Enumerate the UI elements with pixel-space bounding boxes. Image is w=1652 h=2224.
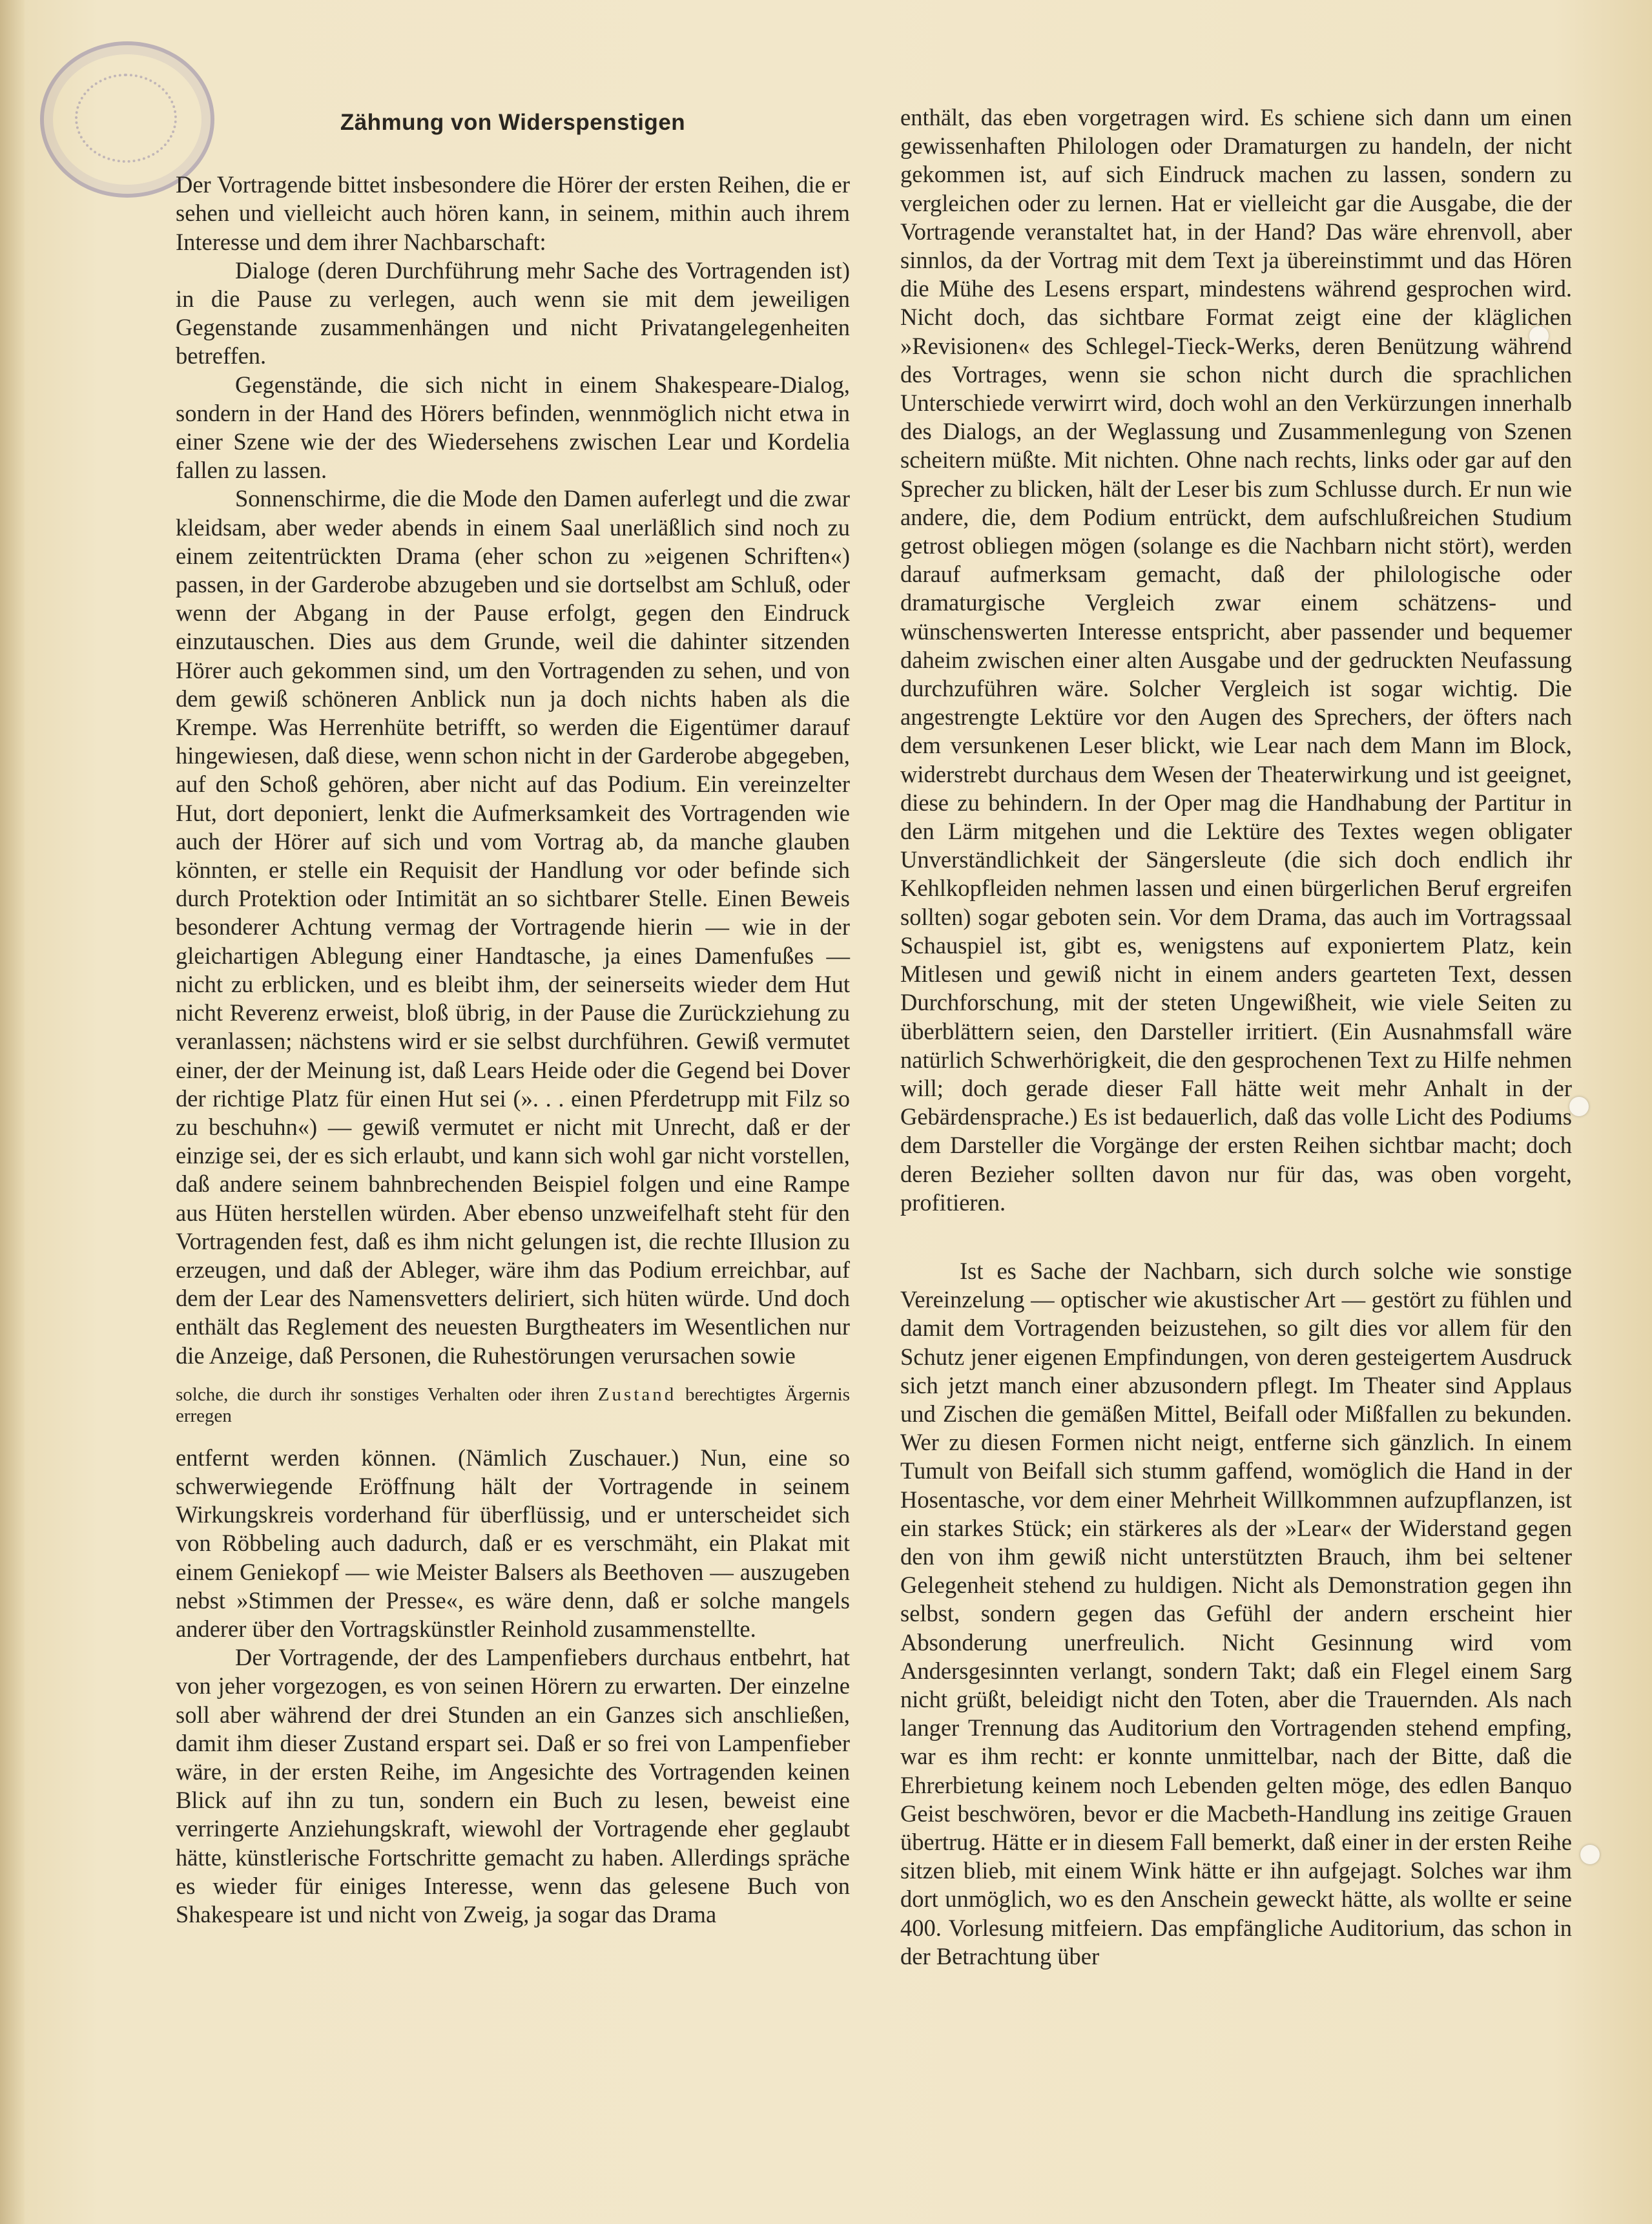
paragraph: Sonnenschirme, die die Mode den Damen auferlegt und die zwar kleidsam, aber weder abends in einem Saal unerläßlich sind noch zu einem zeitentrückten Drama (eher schon zu »eigenen Schriften«) passen, in der Garderobe abzugeben und sie dortselbst am Schluß, oder wenn der Abgang in der Pause erfolgt, gegen den Eindruck einzutauschen. Dies aus dem Grunde, weil die dahinter sitzenden Hörer auch gekommen sind, um den Vortragenden zu sehen, und von dem gewiß schöneren Anblick nun ja doch nichts haben als die Krempe. Was Herrenhüte betrifft, so werden die Eigentümer darauf hingewiesen, daß diese, wenn schon nicht in der Garderobe abgegeben, auf den Schoß gehören, aber nicht auf das Podium. Ein vereinzelter Hut, dort deponiert, lenkt die Aufmerksamkeit des Vortragenden wie auch der Hörer auf sich und vom Vortrag ab, da manche glauben könnten, er stelle ein Requisit der Handlung vor oder befinde sich durch Protektion oder Intimität an so sichtbarer Stelle. Einen Beweis besonderer Achtung vermag der Vortragende hierin — wie in der gleichartigen Ablegung einer Handtasche, ja eines Damenfußes — nicht zu erblicken, und es bleibt ihm, der seinerseits wieder dem Hut nicht Reverenz erweist, bloß übrig, in der Pause die Zurückziehung zu veranlassen; nächstens wird er sie selbst durchführen. Gewiß vermutet einer, der der Meinung ist, daß Lears Heide oder die Gegend bei Dover der richtige Platz für einen Hut sei (». . . einen Pferdetrupp mit Filz so zu beschuhn«) — gewiß vermutet er nicht mit Unrecht, daß er der einzige sei, der es sich erlaubt, und kann sich wohl gar nicht vorstellen, daß andere seinem bahnbrechenden Beispiel folgen und eine Rampe aus Hüten herstellen würden. Aber ebenso unzweifelhaft steht für den Vortragenden fest, daß es ihm nicht gelungen ist, die rechte Illusion zu erzeugen, und daß der Ableger, wäre ihm das Podium erreichbar, auf dem der Lear des Namensvetters deliriert, sich hüten würde. Und doch enthält das Reglement des neuesten Burgtheaters im Wesentlichen nur die Anzeige, daß Personen, die Ruhestörungen verursachen sowie — [176, 485, 850, 1369]
paragraph: Der Vortragende, der des Lampenfiebers durchaus entbehrt, hat von jeher vorgezogen, es von seinen Hörern zu erwarten. Der einzelne soll aber während der drei Stunden an ein Ganzes sich anschließen, damit ihm dieser Zustand erspart sei. Daß er so frei von Lampenfieber wäre, in der ersten Reihe, im Angesichte des Vortragenden keinen Blick auf ihn zu tun, sondern ein Buch zu lesen, beweist eine verringerte Anziehungskraft, wiewohl der Vortragende eher geglaubt hätte, künstlerische Fortschritte gemacht zu haben. Allerdings spräche es wieder für einiges Interesse, wenn das gelesene Buch von Shakespeare ist und nicht von Zweig, ja sogar das Drama — [176, 1644, 850, 1928]
paragraph: Dialoge (deren Durchführung mehr Sache des Vortragenden ist) in die Pause zu verlegen, auch wenn sie mit dem jeweiligen Gegenstande zusammenhängen und nicht Privatangelegenheiten betreffen. — [176, 256, 850, 369]
paragraph: Ist es Sache der Nachbarn, sich durch solche wie sonstige Vereinzelung — optischer wie akustischer Art — gestört zu fühlen und damit dem Vortragenden beizustehen, so gilt dies vor allem für den Schutz jener eigenen Empfindungen, von deren gesteigertem Ausdruck sich jetzt manch einer abzusondern pflegt. Im Theater sind Applaus und Zischen die gemäßen Mittel, Beifall oder Mißfallen zu bekunden. Wer zu diesen Formen nicht neigt, entferne sich gänzlich. In einem Tumult von Beifall sich stumm gaffend, womöglich die Hand in der Hosentasche, vor dem einer Mehrheit Willkommnen aufzupflanzen, ist ein starkes Stück; ein stärkeres als der »Lear« der Widerstand gegen den von ihm gewiß nicht unterstützten Brauch, ihm bei seltener Gelegenheit stehend zu huldigen. Nicht als Demonstration gegen ihn selbst, sondern gegen das Gefühl der andern erscheint hier Absonderung unerfreulich. Nicht Gesinnung wird vom Andersgesinnten verlangt, sondern Takt; daß ein Flegel einem Sarg nicht grüßt, beleidigt nicht den Toten, aber die Trauernden. Als nach langer Trennung das Auditorium den Vortragenden stehend empfing, war es ihm recht: er konnte unmittelbar, nach der Bitte, daß die Ehrerbietung keinem noch Lebenden gelten möge, des edlen Banquo Geist beschwören, bevor er die Macbeth-Handlung ins zeitige Grauen übertrug. Hätte er in diesem Fall bemerkt, daß einer in der ersten Reihe sitzen blieb, mit einem Wink hätte er ihn aufgejagt. Solches war ihm dort unmöglich, wo es den Anschein geweckt hätte, als wollte er seine 400. Vorlesung mitfeiern. Das empfängliche Auditorium, das schon in der Betrachtung über — [900, 1257, 1572, 1969]
paragraph: Gegenstände, die sich nicht in einem Shakespeare-Dialog, sondern in der Hand des Hörers befinden, wennmöglich nicht etwa in einer Szene wie der des Wiedersehens zwischen Lear und Kordelia fallen zu lassen. — [176, 371, 850, 484]
page-edge — [0, 0, 25, 2224]
paragraph: enthält, das eben vorgetragen wird. Es schiene sich dann um einen gewissenhaften Philologen oder Dramaturgen zu handeln, der nicht gekommen ist, auf sich Eindruck machen zu lassen, sondern zu vergleichen oder zu lernen. Hat er vielleicht gar die Ausgabe, die der Vortragende veranstaltet hat, in der Hand? Das wäre ehrenvoll, aber sinnlos, da der Vortrag mit dem Text ja übereinstimmt und das Hören die Mühe des Lesens erspart, mindestens während gesprochen wird. Nicht doch, das sichtbare Format zeigt eine der kläglichen »Revisionen« des Schlegel-Tieck-Werks, deren Benützung während des Vortrages, wenn sie schon nicht durch die sprachlichen Unterschiede verwirrt wird, doch wohl an den Verkürzungen innerhalb des Dialogs, an der Weglassung und Zusammenlegung von Szenen scheitern müßte. Mit nichten. Ohne nach rechts, links oder gar auf den Sprecher zu blicken, hält der Leser bis zum Schlusse durch. Er nun wie andere, die, dem Podium entrückt, dem aufschlußreichen Studium getrost obliegen mögen (solange es die Nachbarn nicht stört), werden darauf aufmerksam gemacht, daß der philologische oder dramaturgische Vergleich zwar einem schätzens- und wünschenswerten Interesse entspricht, aber passender und bequemer daheim zwischen einer alten Ausgabe und der gedruckten Neufassung durchzuführen wäre. Solcher Vergleich ist sogar wichtig. Die angestrengte Lektüre vor den Augen des Sprechers, der öfters nach dem versunkenen Leser blickt, wie Lear nach dem Mann im Block, widerstrebt durchaus dem Wesen der Theaterwirkung und ist geeignet, diese zu behindern. In der Oper mag die Handhabung der Partitur in den Lärm mitgehen und die Lektüre des Textes wegen obligater Unverständlichkeit der Sängersleute (die sich doch endlich ihr Kehlkopfleiden nehmen lassen und einen bürgerlichen Beruf ergreifen sollten) sogar geboten sein. Vor dem Drama, das auch im Vortragssaal Schauspiel ist, gibt es, wenigstens auf exponiertem Platz, kein Mitlesen und gewiß nicht in einem anders gearteten Text, dessen Durchforschung, mit der steten Ungewißheit, wie viele Seiten zu überblättern seien, den Darsteller irritiert. (Ein Ausnahmsfall wäre natürlich Schwerhörigkeit, die den gesprochenen Text zu Hilfe nehmen will; doch gerade dieser Fall hätte weit mehr Anhalt in der Gebärdensprache.) Es ist bedauerlich, daß das volle Licht des Podiums dem Darsteller die Vorgänge der ersten Reihen sichtbar macht; doch deren Bezieher sollten davon nur für das, was oben vorgeht, profitieren. — [900, 104, 1572, 1216]
left-column — [176, 103, 850, 1929]
article-title: Zähmung von Widerspenstigen — [340, 110, 686, 135]
quote-emphasis: Zustand — [597, 1384, 677, 1405]
punch-hole-bottom — [1580, 1845, 1600, 1864]
quote-text-end: berechtigtes Ärgernis erregen — [176, 1384, 850, 1426]
quote-text: solche, die durch ihr sonstiges Verhalten oder ihren — [176, 1384, 598, 1405]
paragraph: Der Vortragende bittet insbesondere die Hörer der ersten Reihen, die er sehen und vielleicht auch hören kann, in seinem, mithin auch ihrem Interesse und dem ihrer Nachbarschaft: — [176, 171, 850, 255]
paragraph: entfernt werden können. (Nämlich Zuschauer.) Nun, eine so schwerwiegende Eröffnung hält der Vortragende in seinem Wirkungskreis vorderhand für überflüssig, und er unterscheidet sich von Röbbeling auch dadurch, daß er es verschmäht, ein Plakat mit einem Geniekopf — wie Meister Balsers als Beethoven — auszugeben nebst »Stimmen der Presse«, es wäre denn, daß er solche mangels anderer über den Vortragskünstler Reinhold zusammenstellte. — [176, 1444, 850, 1642]
quoted-regulation — [176, 1384, 850, 1427]
punch-hole-middle — [1569, 1097, 1589, 1116]
right-column — [900, 103, 1572, 1971]
library-stamp-inner — [75, 74, 177, 163]
